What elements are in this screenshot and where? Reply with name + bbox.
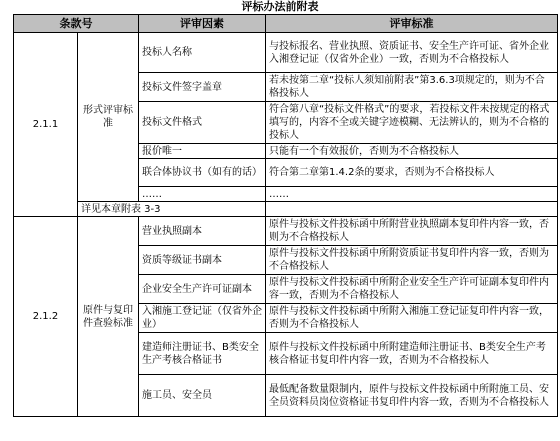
standard-cell: 符合第八章“投标文件格式”的要求，若投标文件未按规定的格式填写的，内容不全或关键字迹模糊、无法辨认的，则为不合格的投标人 [266, 102, 558, 144]
factor-cell: 施工员、安全员 [139, 375, 266, 417]
factor-cell: 企业安全生产许可证副本 [139, 275, 266, 304]
header-factor: 评审因素 [139, 15, 266, 33]
factor-cell: 资质等级证书副本 [139, 246, 266, 275]
table-row [14, 202, 558, 217]
factor-cell: 投标文件签字盖章 [139, 73, 266, 102]
standard-cell: 原件与投标文件投标函中所附营业执照副本复印件内容一致，否则为不合格投标人 [266, 217, 558, 246]
standard-cell: 原件与投标文件投标函中所附入湘施工登记证复印件内容一致，否则为不合格投标人 [266, 304, 558, 333]
document-title: 评标办法前附表 [241, 0, 319, 13]
empty-cell [266, 202, 558, 217]
table-row [14, 33, 558, 73]
factor-cell: 营业执照副本 [139, 217, 266, 246]
factor-cell: 投标人名称 [139, 33, 266, 73]
table-header-row [14, 15, 558, 33]
standard-cell: 与投标报名、营业执照、资质证书、安全生产许可证、省外企业入湘登记证（仅省外企业）一致，否则为不合格投标人 [266, 33, 558, 73]
standard-cell: 原件与投标文件投标函中所附资质证书复印件内容一致，否则为不合格投标人 [266, 246, 558, 275]
table-row [14, 217, 558, 246]
standard-cell: 最低配备数量限制内，原件与投标文件投标函中所附施工员、安全员资料员岗位资格证书复印件内容一致，否则为不合格投标人 [266, 375, 558, 417]
factor-cell: 联合体协议书（如有的话） [139, 159, 266, 187]
clause-number: 2.1.2 [14, 217, 78, 417]
category-label: 形式评审标 准 [78, 33, 139, 202]
appendix-note: 详见本章附表 3-3 [78, 202, 266, 217]
category-label: 原件与复印件查验标准 [78, 217, 139, 417]
standard-cell: …… [266, 187, 558, 202]
standard-cell: 只能有一个有效报价，否则为不合格投标人 [266, 144, 558, 159]
factor-cell: 建造师注册证书、B类安全生产考核合格证书 [139, 333, 266, 375]
standard-cell: 原件与投标文件投标函中所附建造师注册证书、B类安全生产考核合格证书复印件内容一致，否则为不合格投标人 [266, 333, 558, 375]
clause-number: 2.1.1 [14, 33, 78, 217]
header-standard: 评审标准 [266, 15, 558, 33]
standard-cell: 符合第二章第1.4.2条的要求，否则为不合格投标人 [266, 159, 558, 187]
header-clause: 条款号 [14, 15, 139, 33]
factor-cell: 投标文件格式 [139, 102, 266, 144]
standard-cell: 若未按第二章“投标人须知前附表”第3.6.3项规定的，则为不合格投标人 [266, 73, 558, 102]
criteria-table [13, 14, 558, 417]
factor-cell: 入湘施工登记证（仅省外企业） [139, 304, 266, 333]
factor-cell: …… [139, 187, 266, 202]
factor-cell: 报价唯一 [139, 144, 266, 159]
standard-cell: 原件与投标文件投标函中所附企业安全生产许可证副本复印件内容一致，否则为不合格投标人 [266, 275, 558, 304]
